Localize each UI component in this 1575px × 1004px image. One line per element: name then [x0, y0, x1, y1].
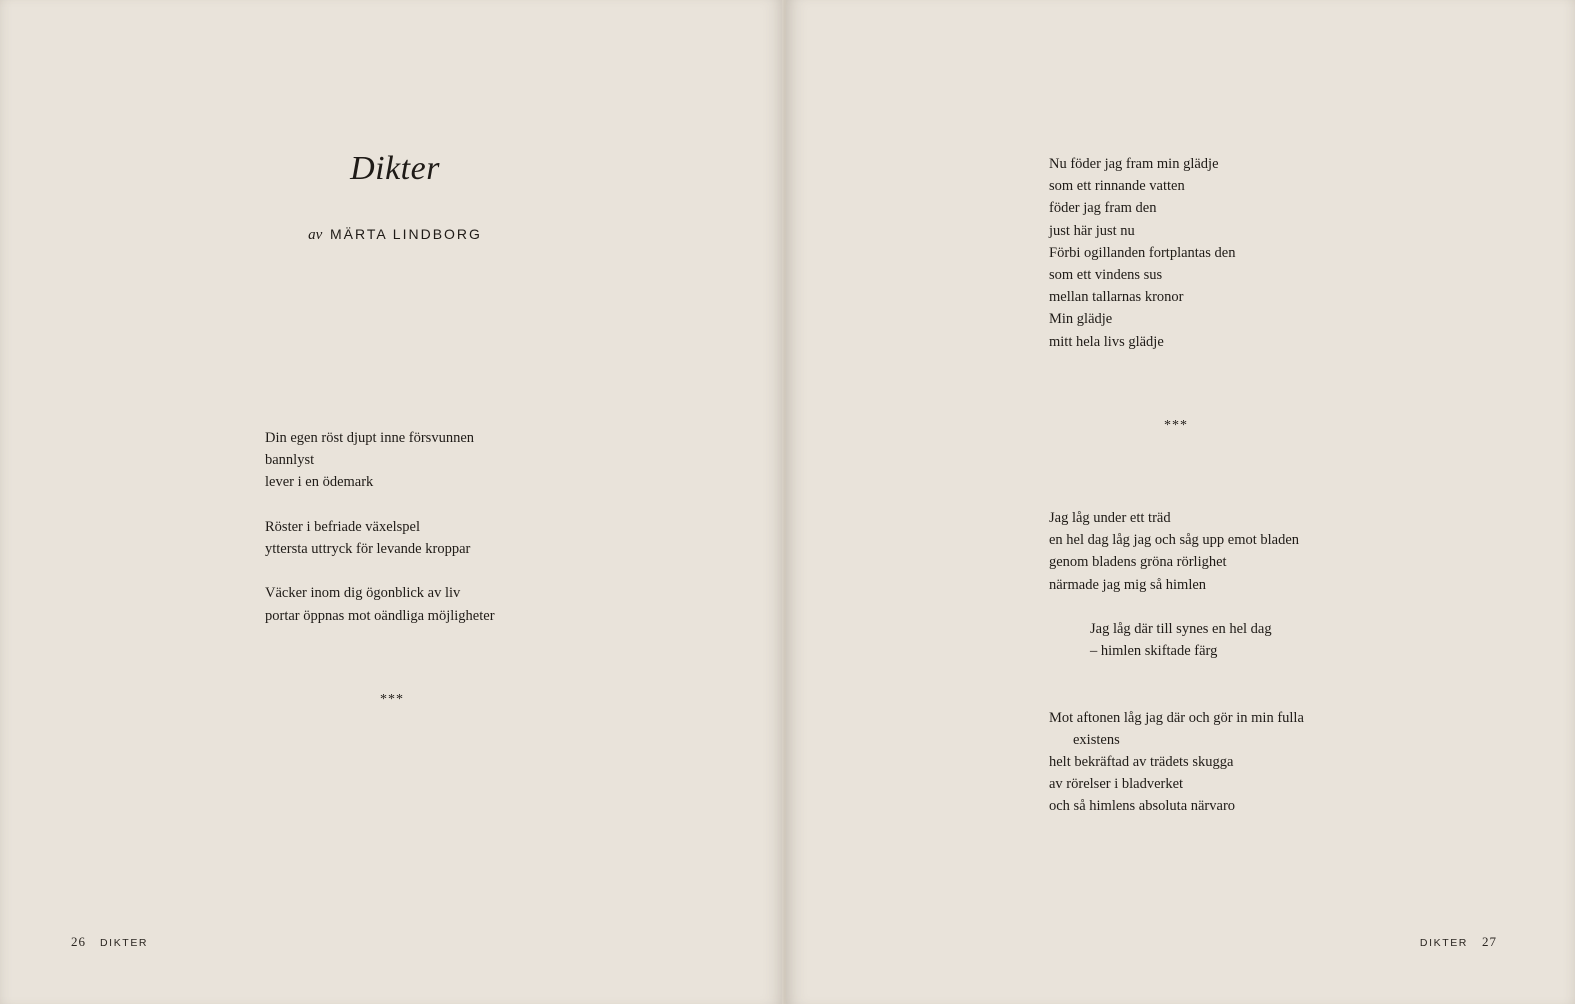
poem-line: Röster i befriade växelspel [265, 518, 421, 535]
running-head: DIKTER [1419, 937, 1468, 949]
poem-line: mitt hela livs glädje [1049, 333, 1164, 350]
folio-left [71, 934, 148, 950]
poem-line: helt bekräftad av trädets skugga [1049, 754, 1234, 770]
poem-separator: *** [380, 692, 404, 707]
running-head: DIKTER [100, 937, 149, 949]
poem-line: bannlyst [265, 452, 315, 469]
poem-line: en hel dag låg jag och såg upp emot bladen [1049, 532, 1300, 549]
section-title: Dikter [350, 150, 440, 187]
folio-right [1420, 934, 1497, 950]
poem-din-egen-rost [265, 427, 495, 627]
page-number: 26 [71, 934, 86, 949]
poem-line: av rörelser i bladverket [1049, 776, 1184, 793]
poem-line: portar öppnas mot oändliga möjligheter [265, 607, 495, 624]
poem-line: Nu föder jag fram min glädje [1049, 156, 1219, 172]
poem-line: Min glädje [1049, 311, 1113, 328]
poem-line: lever i en ödemark [265, 474, 374, 491]
stanza-break [265, 494, 495, 516]
poem-line: genom bladens gröna rörlighet [1049, 554, 1227, 571]
poem-line: Din egen röst djupt inne försvunnen [265, 430, 475, 446]
poem-separator: *** [1164, 418, 1188, 433]
poem-line: som ett vindens sus [1049, 267, 1163, 284]
right-page [786, 0, 1575, 1004]
byline-prefix: av [308, 227, 323, 243]
poem-line: Jag låg under ett träd [1049, 510, 1171, 526]
poem-line: och så himlens absoluta närvaro [1049, 798, 1236, 815]
page-number: 27 [1482, 934, 1497, 949]
poem-line: yttersta uttryck för levande kroppar [265, 541, 471, 557]
poem-line: mellan tallarnas kronor [1049, 289, 1184, 306]
poem-nu-foder-jag [1049, 153, 1235, 353]
poem-line-indented: Jag låg där till synes en hel dag [1090, 621, 1272, 637]
poem-line: just här just nu [1049, 222, 1135, 239]
stanza-break [265, 560, 495, 582]
poem-line-indented: – himlen skiftade färg [1090, 643, 1218, 660]
poem-line: som ett rinnande vatten [1049, 178, 1185, 195]
poem-line: närmade jag mig så himlen [1049, 576, 1207, 593]
stanza-break [1049, 596, 1304, 618]
poem-jag-lag-under-ett-trad [1049, 507, 1304, 818]
poem-line: föder jag fram den [1049, 200, 1157, 217]
poem-line: Väcker inom dig ögonblick av liv [265, 585, 461, 602]
poem-line: Förbi ogillanden fortplantas den [1049, 244, 1236, 261]
author-name: MÄRTA LINDBORG [329, 226, 482, 242]
byline [240, 226, 550, 244]
poem-line: Mot aftonen låg jag där och gör in min fulla [1049, 709, 1304, 726]
poem-line-runover: existens [1073, 731, 1120, 748]
left-page [0, 0, 784, 1004]
stanza-break [1049, 684, 1304, 706]
